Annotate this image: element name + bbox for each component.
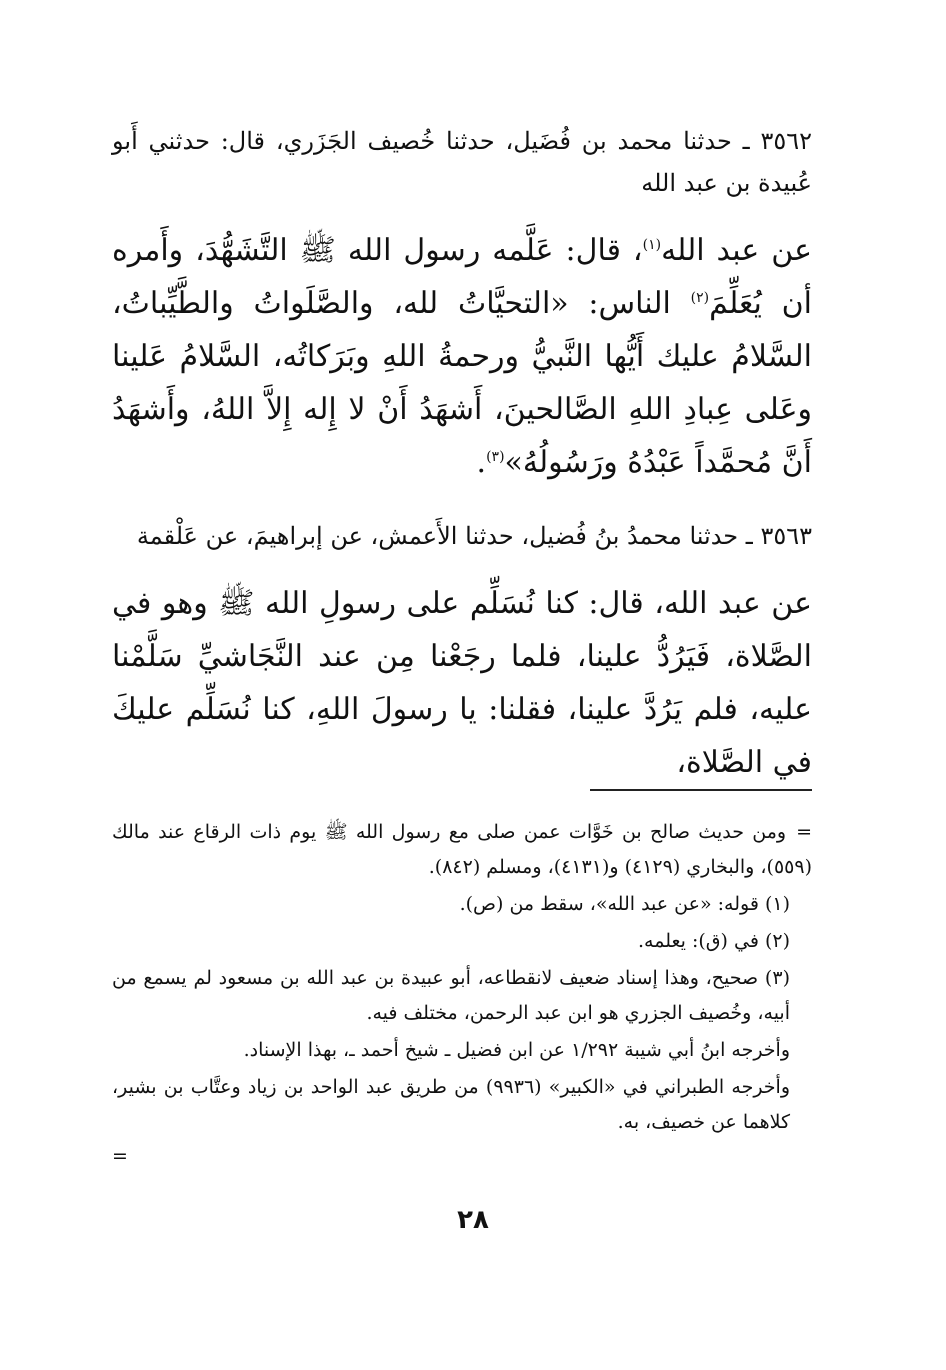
footnote-1: (١) قوله: «عن عبد الله»، سقط من (ص). [459, 893, 790, 915]
hadith-3562-header: ٣٥٦٢ ـ حدثنا محمد بن فُضَيل، حدثنا خُصيف الجَزَري، قال: حدثني أَبو عُبيدة بن عبد الله [112, 127, 812, 197]
hadith-3562-text-end: . [476, 445, 487, 480]
hadith-3563-matn [112, 577, 812, 789]
hadith-3563-header: ٣٥٦٣ ـ حدثنا محمدُ بنُ فُضيل، حدثنا الأَعمش، عن إبراهيمَ، عن عَلْقمة [136, 522, 812, 550]
page-number: ٢٨ [457, 1205, 489, 1235]
footnote-divider [590, 789, 812, 791]
hadith-3563-text: عن عبد الله، قال: كنا نُسَلِّم على رسولِ الله ﷺ وهو في الصَّلاة، فَيَرُدُّ علينا، فلما رجَعْنا مِن عند النَّجَاشيِّ سَلَّمْنا عليه، فلم يَرُدَّ علينا، فقلنا: يا رسولَ اللهِ، كنا نُسَلِّم عليكَ في الصَّلاة، [112, 586, 812, 780]
hadith-3562-isnad [112, 120, 812, 204]
footnote-2: (٢) في (ق): يعلمه. [637, 930, 790, 952]
footnote-3-source-1: وأخرجه ابنُ أبي شيبة ١/٢٩٢ عن ابن فضيل ـ شيخ أحمد ـ، بهذا الإسناد. [243, 1039, 790, 1061]
footnote-marker-1[interactable]: (١) [642, 237, 662, 253]
footnote-carry-over [112, 815, 812, 885]
footnotes-section [112, 815, 812, 1142]
footnote-carry-text: ومن حديث صالح بن خَوَّات عمن صلى مع رسول الله ﷺ يوم ذات الرقاع عند مالك (٥٥٩)، والبخاري (٤١٢٩) و(٤١٣١)، ومسلم (٨٤٢). [112, 821, 812, 878]
footnote-end-continuation-mark: = [112, 1145, 128, 1167]
footnote-marker-3[interactable]: (٣) [486, 449, 505, 465]
hadith-3562-text-start: عن عبد الله [661, 233, 812, 268]
page-body [112, 120, 812, 815]
continuation-mark: = [796, 821, 812, 843]
hadith-3562-matn [112, 224, 812, 489]
footnote-3-grading: (٣) صحيح، وهذا إسناد ضعيف لانقطاعه، أبو عبيدة بن عبد الله بن مسعود لم يسمع من أبيه، وخُصيف الجزري هو ابن عبد الرحمن، مختلف فيه. [112, 967, 790, 1024]
hadith-3563-isnad [112, 515, 812, 557]
hadith-3562-text-middle: ، قال: عَلَّمه رسول الله ﷺ التَّشَهُّدَ، وأَمره أن يُعَلِّمَ [112, 233, 812, 321]
footnote-marker-2[interactable]: (٢) [690, 290, 710, 306]
footnote-3-source-2: وأخرجه الطبراني في «الكبير» (٩٩٣٦) من طريق عبد الواحد بن زياد وعتَّاب بن بشير، كلاهما عن خصيف، به. [112, 1076, 790, 1133]
hadith-3562-text-body: الناس: «التحيَّاتُ لله، والصَّلَواتُ والطَّيِّباتُ، السَّلامُ عليك أَيُّها النَّبيُّ ورحمةُ اللهِ وبَرَكاتُه، السَّلامُ عَلينا وعَلى عِبادِ اللهِ الصَّالحينَ، أَشهَدُ أَنْ لا إِله إِلاَّ اللهُ، وأَشهَدُ أَنَّ مُحمَّداً عَبْدُهُ ورَسُولُهُ» [112, 286, 812, 480]
